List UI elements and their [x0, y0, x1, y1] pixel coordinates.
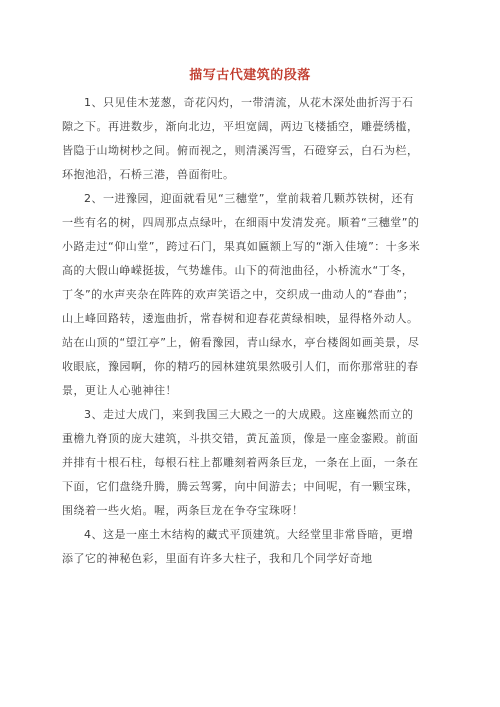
paragraph-2: 2、一进豫园，迎面就看见“三穗堂”，堂前栽着几颗苏铁树，还有一些有名的树，四周那点点绿叶，在细雨中发清发亮。顺着“三穗堂”的小路走过“仰山堂”，跨过石门，果真如匾额上写的“渐入佳境”：十多米高的大假山峥嵘挺拔，气势雄伟。山下的荷池曲径，小桥流水“丁冬，丁冬”的水声夹杂在阵阵的欢声笑语之中，交织成一曲动人的“春曲”；山上峰回路转，逶迤曲折，常春树和迎春花黄绿相映，显得格外动人。站在山顶的“望江亭”上，俯看豫园，青山绿水，亭台楼阁如画美景，尽收眼底，豫园啊，你的精巧的园林建筑果然吸引人们，而你那常驻的春景，更让人心驰神往！: [62, 192, 421, 397]
document-body: [62, 91, 422, 571]
paragraph-1: 1、只见佳木茏葱，奇花闪灼，一带清流，从花木深处曲折泻于石隙之下。再进数步，渐向北边，平坦宽阔，两边飞楼插空，雕甍绣槛，皆隐于山坳树杪之间。俯而视之，则清溪泻雪，石磴穿云，白石为栏，环抱池沿，石桥三港，兽面衔吐。: [62, 96, 419, 181]
paragraph-4: 4、这是一座土木结构的藏式平顶建筑。大经堂里非常昏暗，更增添了它的神秘色彩，里面有许多大柱子，我和几个同学好奇地: [62, 528, 414, 565]
paragraph-3: 3、走过大成门，来到我国三大殿之一的大成殿。这座巍然而立的重檐九脊顶的庞大建筑，斗拱交错，黄瓦盖顶，像是一座金銮殿。前面并排有十根石柱，每根石柱上都雕刻着两条巨龙，一条在上面，一条在下面，它们盘绕升腾，腾云驾雾，向中间游去；中间呢，有一颗宝珠，围绕着一些火焰。喔，两条巨龙在争夺宝珠呀！: [62, 408, 419, 517]
document-title: 描写古代建筑的段落: [189, 68, 311, 83]
